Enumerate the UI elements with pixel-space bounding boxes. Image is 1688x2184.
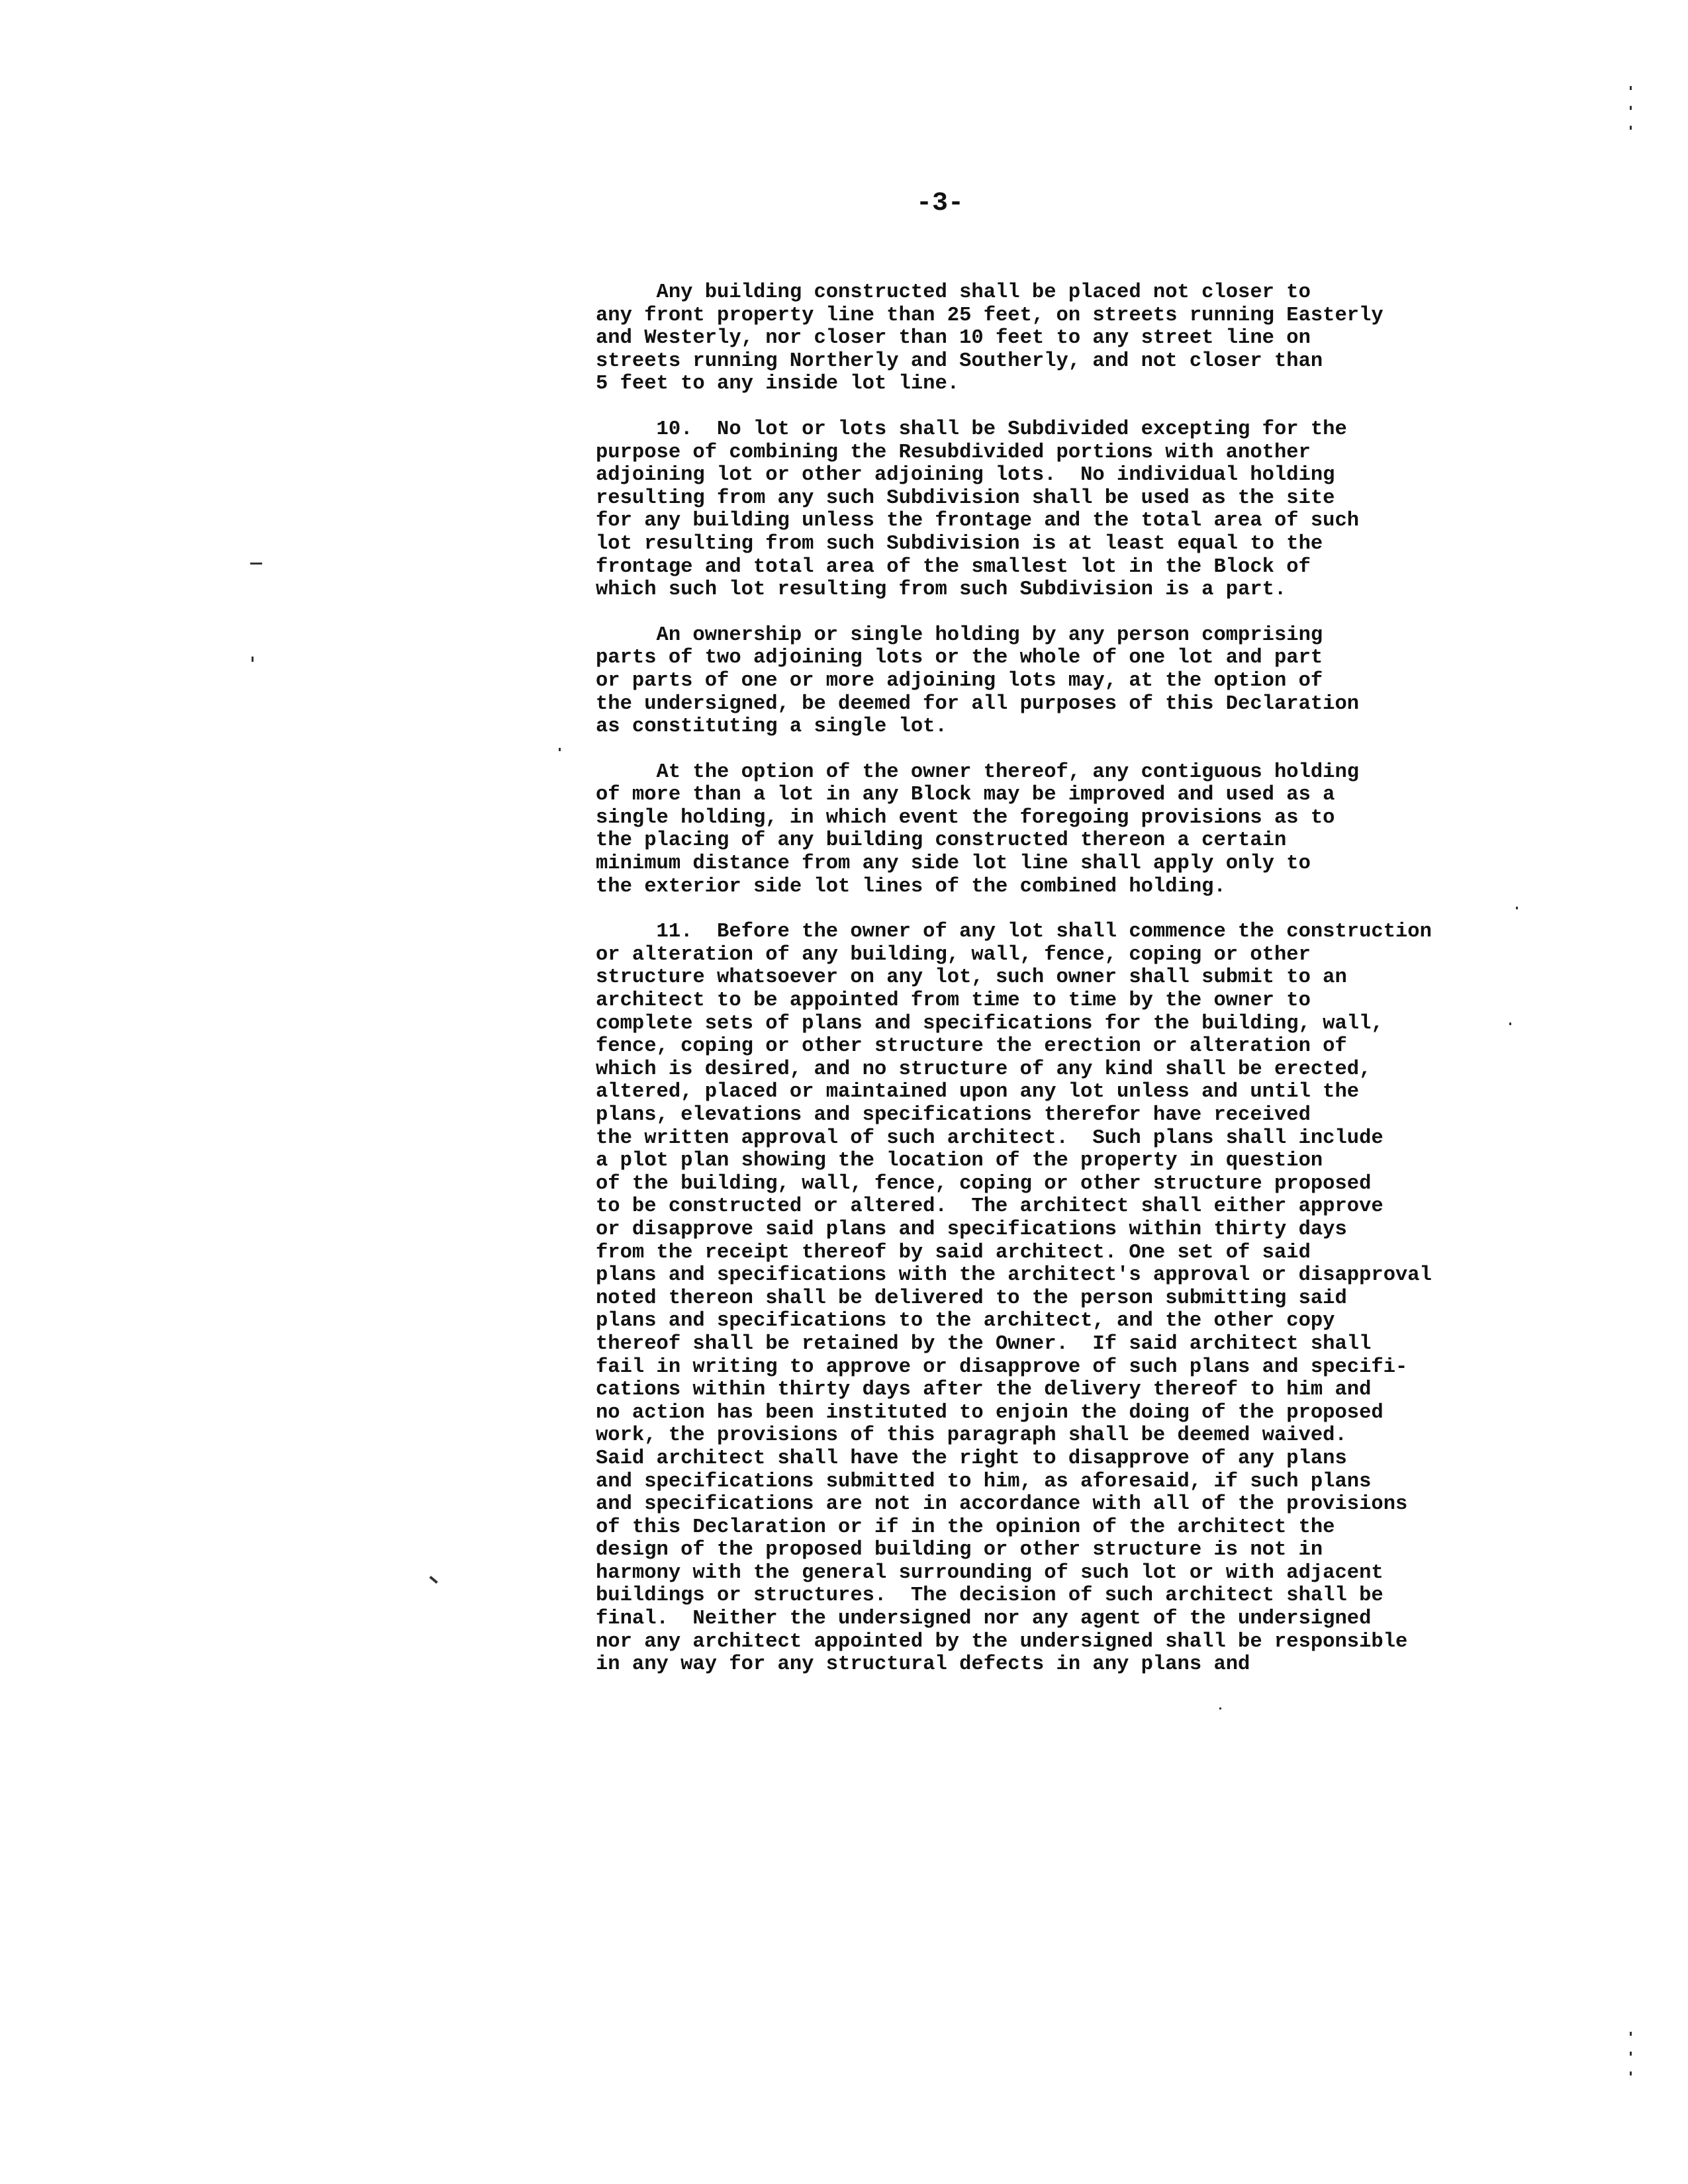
scan-speck — [1630, 2032, 1632, 2036]
text-line: 11. Before the owner of any lot shall commence the construction — [596, 921, 1432, 944]
text-line: 5 feet to any inside lot line. — [596, 373, 960, 396]
text-line: final. Neither the undersigned nor any agent of the undersigned — [596, 1608, 1372, 1631]
text-line: any front property line than 25 feet, on streets running Easterly — [596, 304, 1383, 327]
text-line: and specifications submitted to him, as aforesaid, if such plans — [596, 1470, 1372, 1493]
text-line: cations within thirty days after the delivery thereof to him and — [596, 1379, 1372, 1402]
text-line: or disapprove said plans and specifications within thirty days — [596, 1218, 1347, 1241]
text-line: parts of two adjoining lots or the whole of one lot and part — [596, 647, 1323, 670]
text-line: frontage and total area of the smallest lot in the Block of — [596, 555, 1311, 578]
text-line: no action has been instituted to enjoin the doing of the proposed — [596, 1401, 1383, 1424]
scan-speck — [250, 563, 262, 565]
scan-speck — [252, 657, 254, 662]
text-line: or parts of one or more adjoining lots may, at the option of — [596, 669, 1323, 692]
text-line: adjoining lot or other adjoining lots. No individual holding — [596, 464, 1335, 487]
text-line: harmony with the general surrounding of such lot or with adjacent — [596, 1561, 1383, 1584]
scan-speck — [1509, 1023, 1511, 1025]
text-line: single holding, in which event the foregoing provisions as to — [596, 806, 1335, 829]
text-line: nor any architect appointed by the undersigned shall be responsible — [596, 1630, 1408, 1653]
scan-speck — [429, 1576, 438, 1584]
scan-speck — [1630, 86, 1632, 90]
text-line: the undersigned, be deemed for all purposes of this Declaration — [596, 692, 1360, 715]
scan-speck — [1630, 106, 1632, 110]
text-line: plans, elevations and specifications therefor have received — [596, 1104, 1311, 1126]
text-line: the written approval of such architect. Such plans shall include — [596, 1126, 1383, 1150]
scan-speck — [1219, 1707, 1221, 1709]
text-line: a plot plan showing the location of the property in question — [596, 1150, 1323, 1173]
text-line: purpose of combining the Resubdivided portions with another — [596, 441, 1311, 464]
text-line: Any building constructed shall be placed not closer to — [596, 281, 1311, 304]
text-line: to be constructed or altered. The architect shall either approve — [596, 1195, 1383, 1218]
scan-speck — [1630, 2071, 1632, 2075]
text-line: resulting from any such Subdivision shall be used as the site — [596, 486, 1335, 510]
text-line: architect to be appointed from time to time by the owner to — [596, 989, 1311, 1013]
page-number: -3- — [915, 189, 964, 218]
scan-speck — [1630, 126, 1632, 130]
text-line: altered, placed or maintained upon any lot unless and until the — [596, 1081, 1360, 1104]
scan-speck — [1630, 2052, 1632, 2056]
text-line: plans and specifications to the architect, and the other copy — [596, 1310, 1335, 1333]
text-line: fail in writing to approve or disapprove of such plans and specifi- — [596, 1355, 1408, 1379]
text-line: minimum distance from any side lot line shall apply only to — [596, 852, 1311, 876]
text-line: thereof shall be retained by the Owner. If said architect shall — [596, 1332, 1372, 1355]
scan-speck — [559, 748, 561, 751]
text-line: At the option of the owner thereof, any contiguous holding — [596, 760, 1360, 784]
text-line: and specifications are not in accordance with all of the provisions — [596, 1493, 1408, 1516]
text-line: buildings or structures. The decision of such architect shall be — [596, 1584, 1383, 1608]
text-line: which such lot resulting from such Subdivision is a part. — [596, 578, 1287, 602]
text-line: and Westerly, nor closer than 10 feet to any street line on — [596, 327, 1311, 350]
text-line: as constituting a single lot. — [596, 715, 947, 739]
text-line: work, the provisions of this paragraph shall be deemed waived. — [596, 1424, 1347, 1447]
text-line: the placing of any building constructed thereon a certain — [596, 829, 1287, 852]
text-line: streets running Northerly and Southerly, and not closer than — [596, 349, 1323, 373]
text-line: of the building, wall, fence, coping or other structure proposed — [596, 1172, 1372, 1195]
text-line: in any way for any structural defects in any plans and — [596, 1653, 1250, 1676]
text-line: structure whatsoever on any lot, such owner shall submit to an — [596, 966, 1347, 989]
text-line: An ownership or single holding by any person comprising — [596, 623, 1323, 647]
text-line: lot resulting from such Subdivision is at least equal to the — [596, 532, 1323, 555]
text-line: noted thereon shall be delivered to the person submitting said — [596, 1287, 1347, 1310]
scan-speck — [1516, 907, 1518, 909]
text-line: 10. No lot or lots shall be Subdivided excepting for the — [596, 418, 1347, 441]
text-line: from the receipt thereof by said architect. One set of said — [596, 1241, 1311, 1264]
text-line: complete sets of plans and specifications for the building, wall, — [596, 1012, 1383, 1035]
text-line: of more than a lot in any Block may be improved and used as a — [596, 784, 1335, 807]
text-line: the exterior side lot lines of the combined holding. — [596, 875, 1226, 898]
text-line: or alteration of any building, wall, fence, coping or other — [596, 943, 1311, 966]
text-line: plans and specifications with the architect's approval or disapproval — [596, 1264, 1432, 1287]
text-line: design of the proposed building or other structure is not in — [596, 1539, 1323, 1562]
text-line: of this Declaration or if in the opinion of the architect the — [596, 1516, 1335, 1539]
text-line: for any building unless the frontage and the total area of such — [596, 510, 1360, 533]
text-line: which is desired, and no structure of any kind shall be erected, — [596, 1058, 1372, 1081]
text-line: Said architect shall have the right to disapprove of any plans — [596, 1447, 1347, 1470]
text-line: fence, coping or other structure the erection or alteration of — [596, 1035, 1347, 1058]
